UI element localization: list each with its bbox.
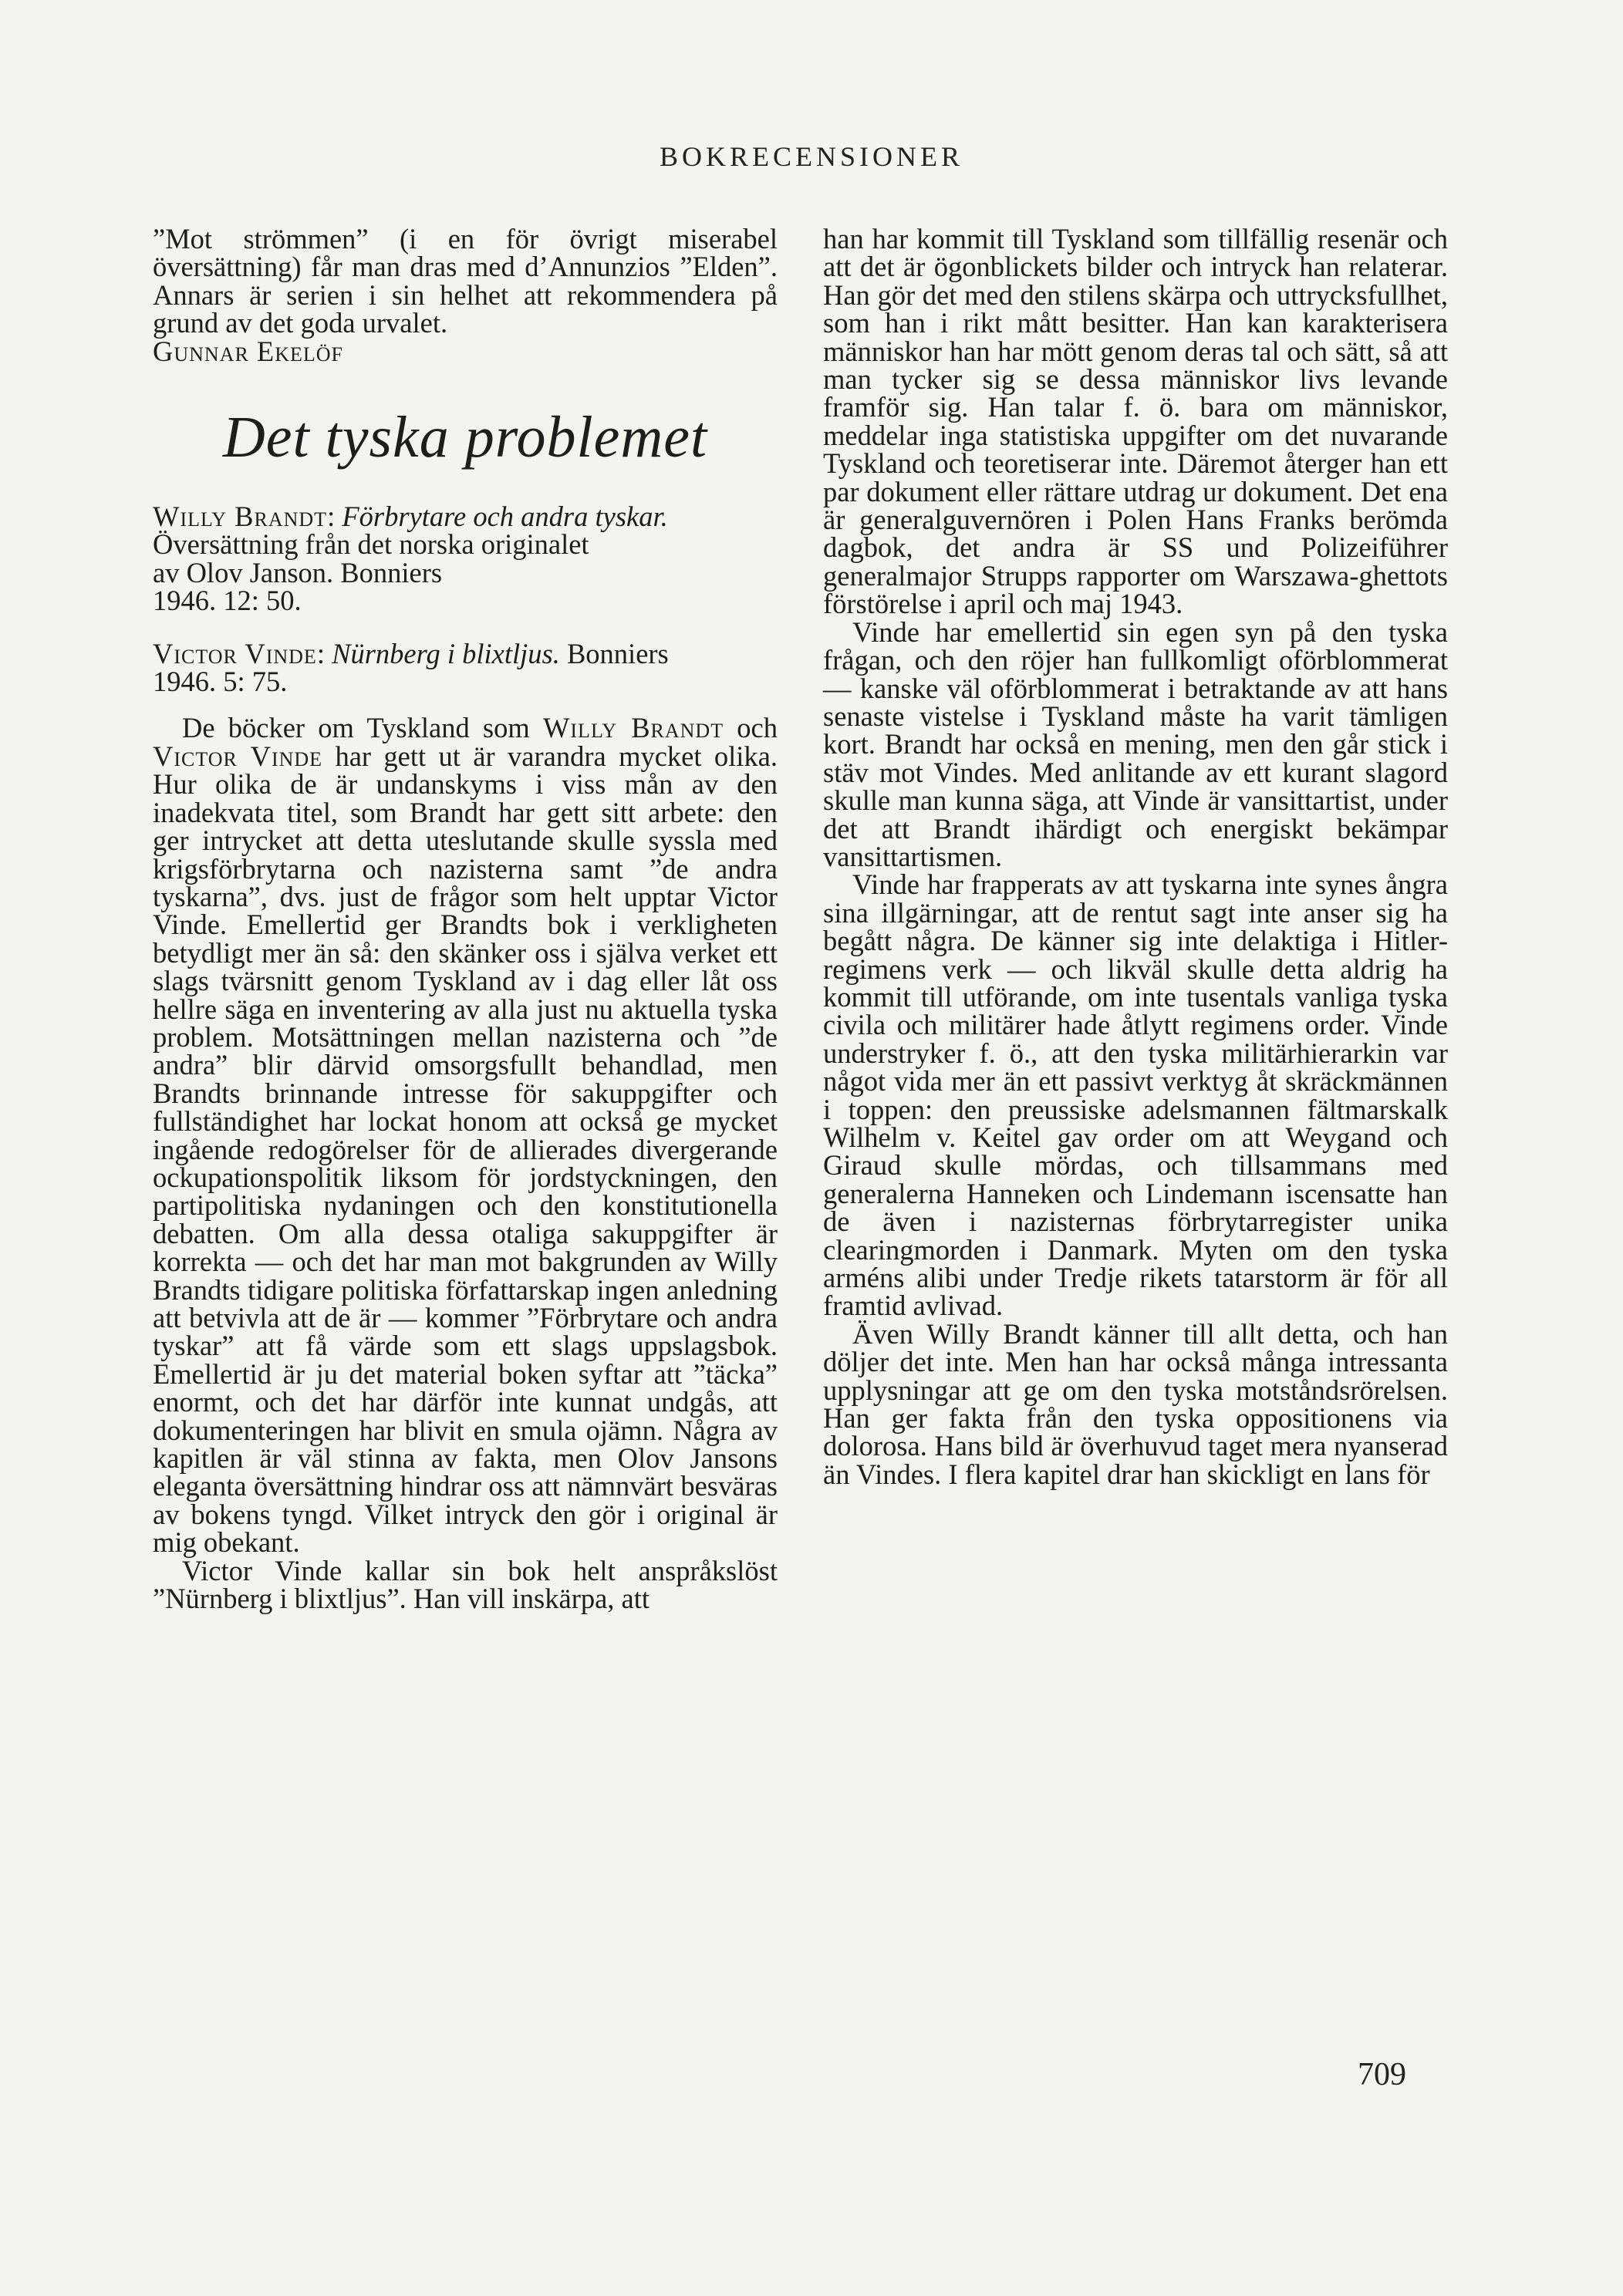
- reference-author: Willy Brandt: [153, 501, 328, 533]
- reference-separator: :: [327, 501, 342, 533]
- reference-separator: :: [316, 637, 332, 669]
- reference-line: Översättning från det norska originalet: [153, 528, 589, 561]
- reference-title: Nürnberg i blixtljus.: [332, 637, 560, 669]
- article-title: Det tyska problemet: [222, 405, 708, 470]
- reference-line: av Olov Janson. Bonniers: [153, 556, 443, 588]
- right-column: [823, 225, 1448, 1489]
- body-paragraph: han har kommit till Tyskland som tillfällig resenär och att det är ögonblickets bilder och intryck han relaterar. Han gör det med den stilens skärpa och uttrycksfullhet, som han i rikt mått besitter. Han kan karakterisera människor han har mött genom deras tal och sätt, så att man tycker sig se dessa människor livs levande framför sig. Han talar f. ö. bara om människor, meddelar inga statistiska uppgifter om det nuvarande Tyskland och teoretiserar inte. Däremot återger han ett par dokument eller rättare utdrag ur dokument. Det ena är generalguvernören i Polen Hans Franks berömda dagbok, det andra är SS und Polizeiführer generalmajor Strupps rapporter om Warszawa-ghettots förstörelse i april och maj 1943.: [823, 223, 1448, 620]
- author-name: Victor Vinde: [153, 740, 323, 772]
- body-paragraph: Victor Vinde kallar sin bok helt anspråkslöst ”Nürnberg i blixtljus”. Han vill inskärpa, att: [153, 1554, 778, 1615]
- body-text: och: [724, 712, 778, 744]
- author-name: Willy Brandt: [542, 712, 724, 744]
- book-reference-vinde: [153, 637, 778, 698]
- reference-author: Victor Vinde: [153, 637, 317, 669]
- body-text: har gett ut är varandra mycket olika. Hur olika de är undanskyms i viss mån av den inadekvata titel, som Brandt har gett sitt arbete: den ger intrycket att detta uteslutande skulle syssla med krigsförbrytarna och nazisterna samt ”de andra tyskarna”, dvs. just de frågor som helt upptar Victor Vinde. Emellertid ger Brandts bok i verkligheten betydligt mer än så: den skänker oss i själva verket ett slags tvärsnitt genom Tyskland av i dag eller låt oss hellre säga en inventering av alla just nu aktuella tyska problem. Motsättningen mellan nazisterna och ”de andra” blir därvid omsorgsfullt behandlad, men Brandts brinnande intresse för sakuppgifter och fullständighet har lockat honom att också ge mycket ingående redogörelser för de allierades divergerande ockupationspolitik liksom för jordstyckningen, den partipolitiska nydaningen och den konstitutionella debatten. Om alla dessa otaliga sakuppgifter är korrekta — och det har man mot bakgrunden av Willy Brandts tidigare politiska författarskap ingen anledning att betvivla att de är — kommer ”Förbrytare och andra tyskar” att få värde som ett slags uppslagsbok. Emellertid är ju det material boken syftar att ”täcka” enormt, och det har därför inte kunnat undgås, att dokumenteringen har blivit en smula ojämn. Några av kapitlen är väl stinna av fakta, men Olov Jansons eleganta översättning hindrar oss att nämnvärt besväras av bokens tyngd. Vilket intryck den gör i original är mig obekant.: [153, 740, 778, 1559]
- reference-line: 1946. 12: 50.: [153, 585, 302, 617]
- reference-line: 1946. 5: 75.: [153, 666, 288, 698]
- body-paragraph: Vinde har emellertid sin egen syn på den tyska frågan, och den röjer han fullkomligt oförblommerat — kanske väl oförblommerat i betraktande av att hans senaste vistelse i Tyskland måste ha varit tämligen kort. Brandt har också en mening, men den går stick i stäv mot Vindes. Med anlitande av ett kurant slagord skulle man kunna säga, att Vinde är vansittartist, under det att Brandt ihärdigt och energiskt bekämpar vansittartismen.: [823, 615, 1448, 872]
- reference-line: [153, 637, 778, 669]
- running-head: BOKRECENSIONER: [659, 141, 964, 172]
- body-text: De böcker om Tyskland som: [182, 712, 543, 744]
- intro-paragraph: ”Mot strömmen” (i en för övrigt miserabel översättning) får man dras med d’Annunzios ”Elden”. Annars är serien i sin helhet att rekommendera på grund av det goda urvalet.: [153, 223, 778, 339]
- reference-line: [153, 503, 778, 531]
- reference-publisher: Bonniers: [559, 637, 669, 669]
- body-paragraph: Vinde har frapperats av att tyskarna inte synes ångra sina illgärningar, att de rentut sagt inte anser sig ha begått några. De känner sig inte delaktiga i Hitler-regimens verk — och likväl skulle detta aldrig ha kommit till utförande, om inte tusentals vanliga tyska civila och militärer hade åtlytt regimens order. Vinde understryker f. ö., att den tyska militärhierarkin var något vida mer än ett passivt verktyg åt skräckmännen i toppen: den preussiske adelsmannen fältmarskalk Wilhelm v. Keitel gav order om att Weygand och Giraud skulle mördas, och tillsammans med generalerna Hanneken och Lindemann iscensatte han de även i nazisternas förbrytarregister unika clearingmorden i Danmark. Myten om den tyska arméns alibi under Tredje rikets tatarstorm är för all framtid avlivad.: [823, 868, 1448, 1322]
- page-number: 709: [1358, 2057, 1406, 2092]
- book-reference-brandt: [153, 503, 778, 615]
- left-column: [153, 225, 778, 1613]
- body-paragraph: Även Willy Brandt känner till allt detta, och han döljer det inte. Men han har också många intressanta upplysningar att ge om den tyska motståndsrörelsen. Han ger fakta från den tyska oppositionens via dolorosa. Hans bild är överhuvud taget mera nyanserad än Vindes. I flera kapitel drar han skickligt en lans för: [823, 1317, 1448, 1490]
- reviewer-signature: Gunnar Ekelöf: [153, 335, 344, 367]
- reference-title: Förbrytare och andra tyskar.: [342, 501, 668, 533]
- body-paragraph: [153, 712, 778, 1559]
